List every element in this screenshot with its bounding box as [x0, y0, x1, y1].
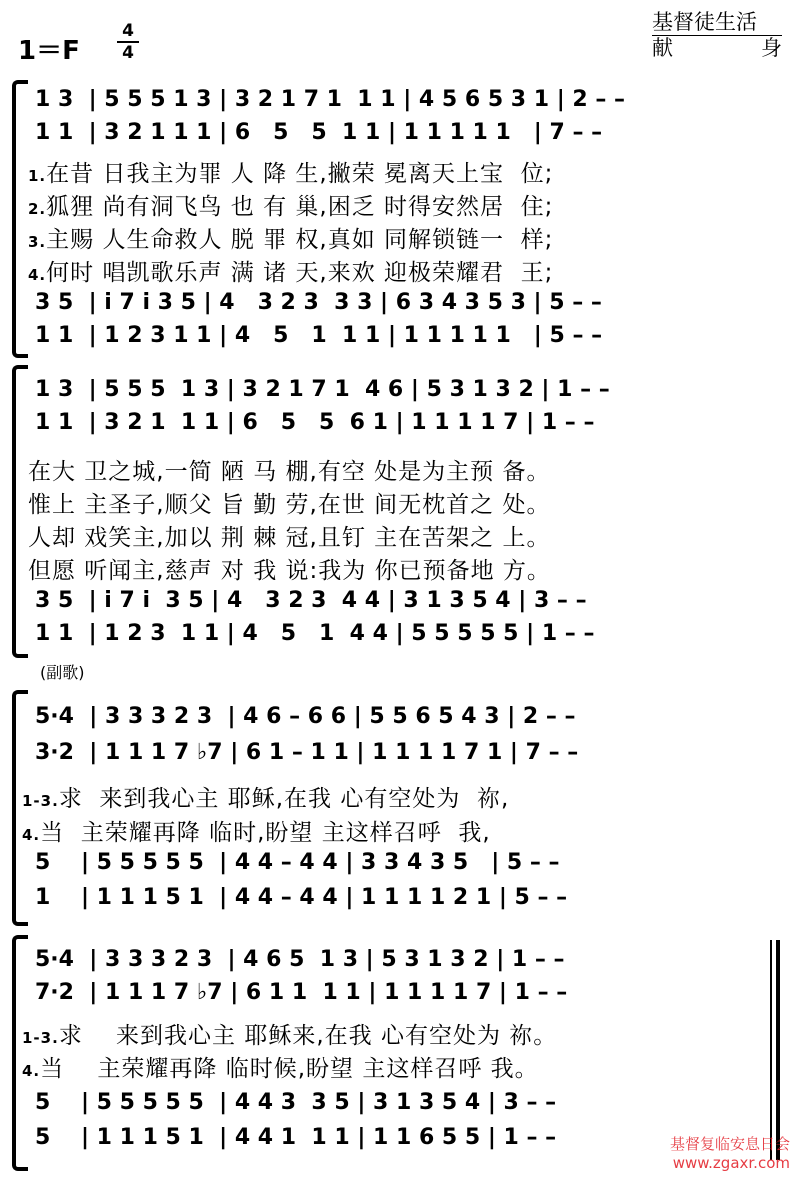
watermark-line-2: www.zgaxr.com [672, 1154, 790, 1172]
lyric-line: 人却 戏笑主,加以 荆 棘 冠,且钉 主在苦架之 上。 [28, 525, 551, 551]
collection-title: 基督徒生活 [652, 10, 757, 34]
alto-row: 1 1 | 3 2 1 1 1 | 6 5 5 6 1 | 1 1 1 1 7 | 1 – – [35, 410, 595, 435]
soprano-row: 5·4 | 3 3 3 2 3 | 4 6 – 6 6 | 5 5 6 5 4 3 | 2 – – [35, 704, 576, 729]
lyric-line: 3.主赐 人生命救人 脱 罪 权,真如 同解锁链一 样; [28, 227, 554, 253]
soprano-row: 1 3 | 5 5 5 1 3 | 3 2 1 7 1 4 6 | 5 3 1 3 2 | 1 – – [35, 377, 610, 402]
music-system-1 [0, 75, 800, 360]
tenor-row: 3 5 | i 7 i 3 5 | 4 3 2 3 4 4 | 3 1 3 5 4 | 3 – – [35, 588, 587, 613]
lyric-line: 1-3.求 来到我心主 耶稣来,在我 心有空处为 祢。 [22, 1023, 558, 1049]
system-brace [12, 365, 28, 658]
music-system-3 [0, 690, 800, 925]
chorus-label: (副歌) [40, 663, 85, 682]
alto-row: 1 1 | 3 2 1 1 1 | 6 5 5 1 1 | 1 1 1 1 1 | 7 – – [35, 120, 603, 145]
bass-row: 1 1 | 1 2 3 1 1 | 4 5 1 4 4 | 5 5 5 5 5 | 1 – – [35, 621, 595, 646]
key-signature: 1＝F [18, 36, 80, 66]
song-title [652, 36, 782, 60]
tenor-row: 5 | 5 5 5 5 5 | 4 4 – 4 4 | 3 3 4 3 5 | 5 – – [35, 850, 560, 875]
song-title-left: 献 [652, 36, 673, 60]
tenor-row: 3 5 | i 7 i 3 5 | 4 3 2 3 3 3 | 6 3 4 3 5 3 | 5 – – [35, 290, 602, 315]
lyric-line: 1.在昔 日我主为罪 人 降 生,撇荣 冕离天上宝 位; [28, 161, 554, 187]
tenor-row: 5 | 5 5 5 5 5 | 4 4 3 3 5 | 3 1 3 5 4 | 3 – – [35, 1090, 557, 1115]
alto-row: 7·2 | 1 1 1 7 ♭7 | 6 1 1 1 1 | 1 1 1 1 7 | 1 – – [35, 980, 568, 1005]
meter-bottom: 4 [122, 43, 134, 63]
lyric-line: 4.当 主荣耀再降 临时,盼望 主这样召呼 我, [22, 820, 491, 846]
time-signature [117, 22, 139, 62]
lyric-line: 在大 卫之城,一简 陋 马 棚,有空 处是为主预 备。 [28, 459, 551, 485]
final-barline [770, 940, 772, 1160]
lyric-line: 但愿 听闻主,慈声 对 我 说:我为 你已预备地 方。 [28, 558, 551, 584]
lyric-line: 4.何时 唱凯歌乐声 满 诸 天,来欢 迎极荣耀君 王; [28, 260, 554, 286]
system-brace [12, 80, 28, 358]
song-credits [652, 10, 782, 60]
final-barline-thick [776, 940, 780, 1160]
lyric-line: 2.狐狸 尚有洞飞鸟 也 有 巢,困乏 时得安然居 住; [28, 194, 554, 220]
soprano-row: 1 3 | 5 5 5 1 3 | 3 2 1 7 1 1 1 | 4 5 6 5 3 1 | 2 – – [35, 87, 626, 112]
lyric-line: 惟上 主圣子,顺父 旨 勤 劳,在世 间无枕首之 处。 [28, 492, 551, 518]
meter-top: 4 [122, 21, 134, 41]
bass-row: 1 1 | 1 2 3 1 1 | 4 5 1 1 1 | 1 1 1 1 1 | 5 – – [35, 323, 603, 348]
song-title-right: 身 [761, 36, 782, 60]
alto-row: 3·2 | 1 1 1 7 ♭7 | 6 1 – 1 1 | 1 1 1 1 7 1 | 7 – – [35, 740, 579, 765]
lyric-line: 1-3.求 来到我心主 耶稣,在我 心有空处为 祢, [22, 786, 510, 812]
site-watermark [670, 1135, 790, 1173]
music-system-2 [0, 365, 800, 655]
lyric-line: 4.当 主荣耀再降 临时候,盼望 主这样召呼 我。 [22, 1056, 539, 1082]
bass-row: 1 | 1 1 1 5 1 | 4 4 – 4 4 | 1 1 1 1 2 1 | 5 – – [35, 885, 568, 910]
bass-row: 5 | 1 1 1 5 1 | 4 4 1 1 1 | 1 1 6 5 5 | 1 – – [35, 1125, 557, 1150]
watermark-line-1: 基督复临安息日会 [669, 1135, 790, 1153]
soprano-row: 5·4 | 3 3 3 2 3 | 4 6 5 1 3 | 5 3 1 3 2 | 1 – – [35, 947, 565, 972]
